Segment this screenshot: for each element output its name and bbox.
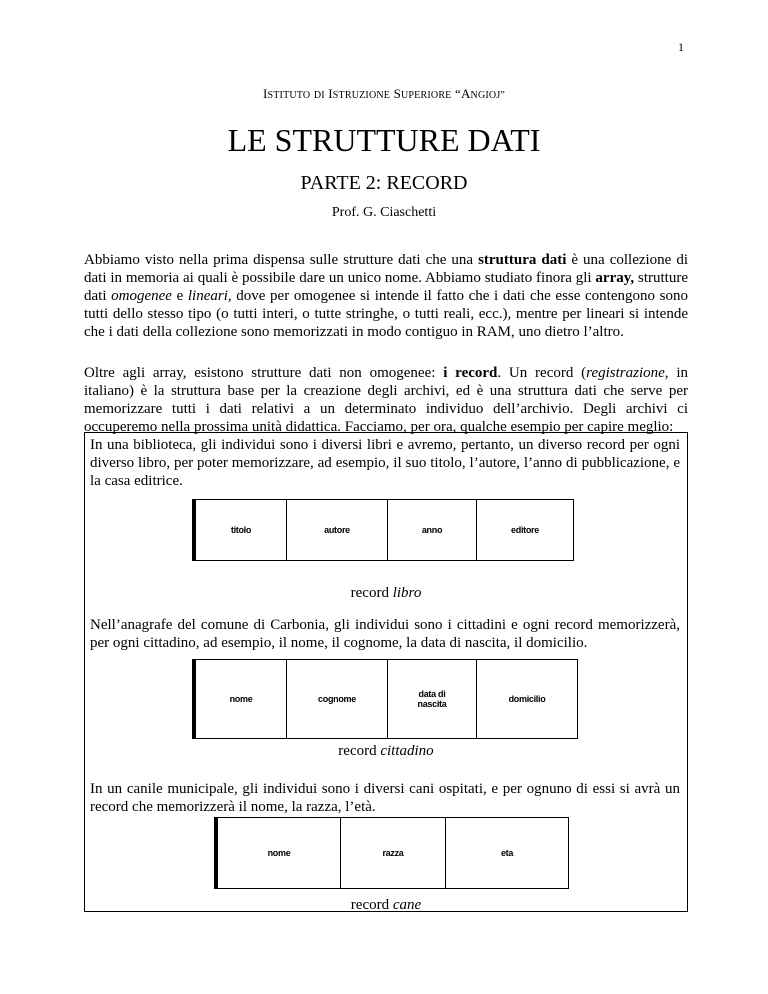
record-field-autore: autore — [287, 500, 388, 560]
example-registry-text: Nell’anagrafe del comune di Carbonia, gli individui sono i cittadini e ogni record memorizzerà, per ogni cittadino, ad esempio, il nome, il cognome, la data di nascita, il domicilio. — [90, 617, 680, 651]
author-name: Prof. G. Ciaschetti — [331, 205, 437, 220]
record-field-data-di-nascita: data di nascita — [388, 660, 477, 738]
record-cane-caption: record cane — [350, 897, 422, 913]
record-field-domicilio: domicilio — [477, 660, 578, 738]
institute-header — [0, 86, 768, 102]
record-libro-caption: record libro — [350, 585, 422, 601]
record-libro-diagram — [195, 499, 574, 561]
example-library-text: In una biblioteca, gli individui sono i diversi libri e avremo, pertanto, un diverso record per ogni diverso libro, per poter memorizzare, ad esempio, il suo titolo, l’autore, l’anno di pubblicazione, e la casa editrice. — [90, 437, 680, 489]
record-field-editore: editore — [477, 500, 574, 560]
example-kennel-text: In un canile municipale, gli individui sono i diversi cani ospitati, e per ognuno di essi si avrà un record che memorizzerà il nome, la razza, l’età. — [90, 781, 680, 815]
intro-paragraph: Abbiamo visto nella prima dispensa sulle strutture dati che una struttura dati è una collezione di dati in memoria ai quali è possibile dare un unico nome. Abbiamo studiato finora gli array, strutture dati omogenee e lineari, dove per omogenee si intende il fatto che i dati che esse contengono sono tutti dello stesso tipo (o tutti interi, o tutte stringhe, o tutti reali, ecc.), mentre per lineari si intende che i dati della collezione sono memorizzati in modo contiguo in RAM, uno dietro l’altro. — [84, 252, 688, 340]
record-field-nome: nome — [218, 818, 341, 888]
page-number: 1 — [678, 40, 684, 54]
record-field-cognome: cognome — [287, 660, 388, 738]
record-cittadino-diagram — [195, 659, 578, 739]
institute-name: ISTITUTO DI ISTRUZIONE SUPERIORE “ANGIOJ” — [262, 86, 506, 101]
record-definition-paragraph: Oltre agli array, esistono strutture dati non omogenee: i record. Un record (registrazione, in italiano) è la struttura base per la creazione degli archivi, ed è una struttura dati che serve per memorizzare tutti i dati relativi a un determinato individuo dell’archivio. Degli archivi ci occuperemo nella prossima unità didattica. Facciamo, per ora, qualche esempio per capire meglio: — [84, 365, 689, 435]
record-field-titolo: titolo — [196, 500, 287, 560]
record-field-eta: eta — [446, 818, 569, 888]
document-title: LE STRUTTURE DATI — [227, 122, 541, 158]
record-field-nome: nome — [196, 660, 287, 738]
record-field-razza: razza — [341, 818, 446, 888]
examples-box — [84, 432, 688, 912]
record-field-anno: anno — [388, 500, 477, 560]
record-cane-diagram — [217, 817, 569, 889]
document-subtitle: PARTE 2: RECORD — [300, 172, 468, 194]
record-cittadino-caption: record cittadino — [338, 743, 434, 759]
